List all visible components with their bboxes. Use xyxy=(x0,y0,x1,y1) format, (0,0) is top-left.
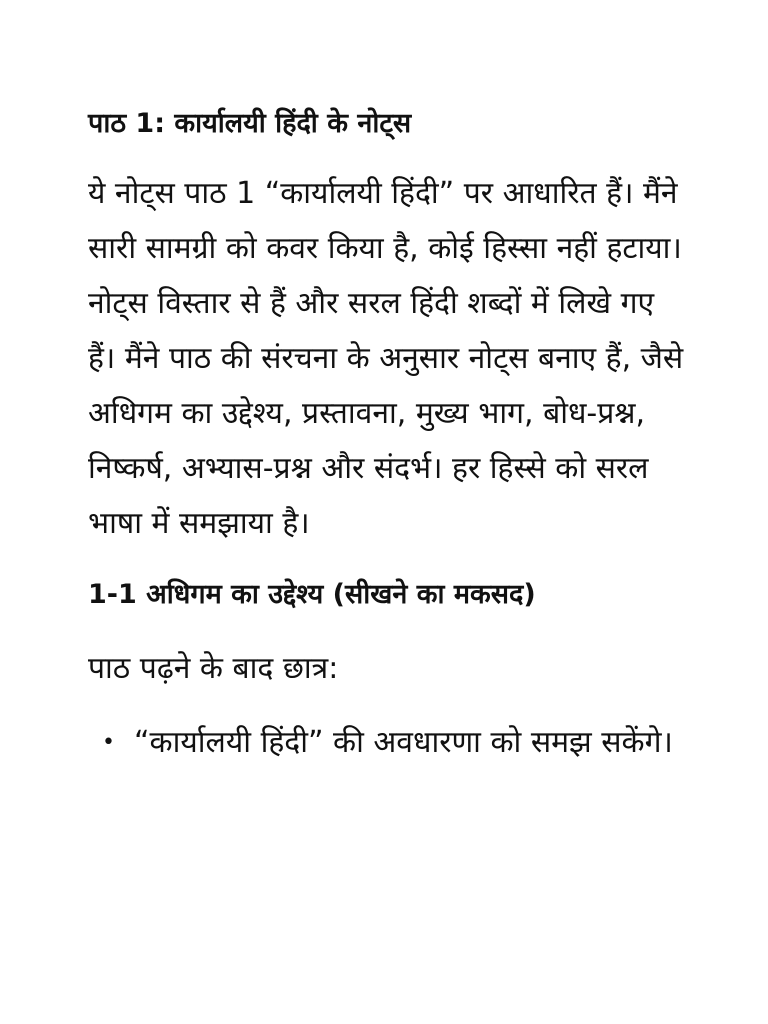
intro-paragraph: ये नोट्स पाठ 1 “कार्यालयी हिंदी” पर आधारित हैं। मैंने सारी सामग्री को कवर किया है, कोई हिस्सा नहीं हटाया। नोट्स विस्तार से हैं और सरल हिंदी शब्दों में लिखे गए हैं। मैंने पाठ की संरचना के अनुसार नोट्स बनाए हैं, जैसे अधिगम का उद्देश्य, प्रस्तावना, मुख्य भाग, बोध-प्रश्न, निष्कर्ष, अभ्यास-प्रश्न और संदर्भ। हर हिस्से को सरल भाषा में समझाया है। xyxy=(88,176,684,541)
page-title: पाठ 1: कार्यालयी हिंदी के नोट्स xyxy=(88,108,412,139)
objectives-list xyxy=(88,715,688,770)
bullet-icon: • xyxy=(102,730,115,755)
section-lead: पाठ पढ़ने के बाद छात्र: xyxy=(88,651,339,686)
list-item xyxy=(88,715,688,770)
list-item-text: “कार्यालयी हिंदी” की अवधारणा को समझ सकेंगे। xyxy=(134,725,673,760)
document-page xyxy=(88,104,688,770)
section-heading: 1-1 अधिगम का उद्देश्य (सीखने का मकसद) xyxy=(88,579,536,610)
